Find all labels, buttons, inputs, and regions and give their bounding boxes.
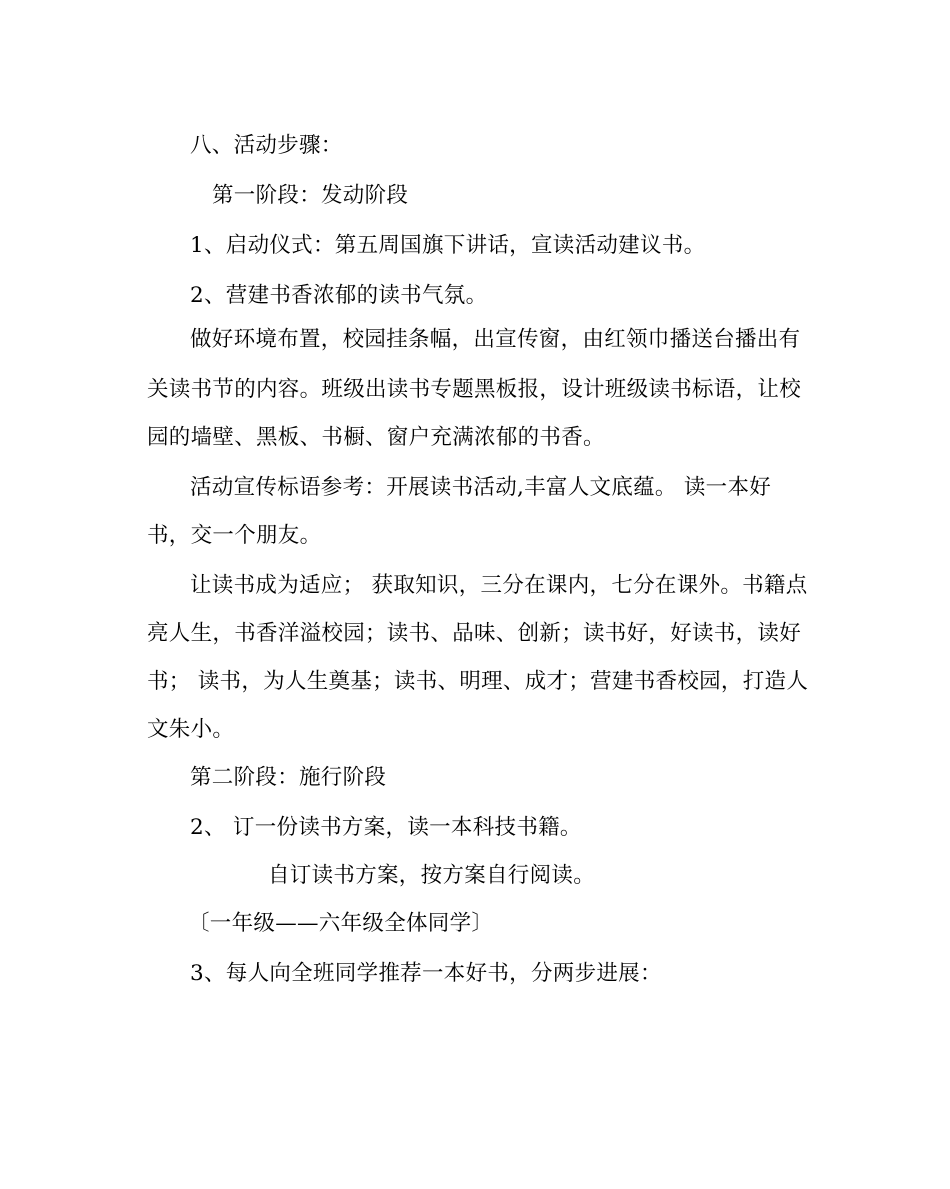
paragraph-line: 3、每人向全班同学推荐一本好书，分两步进展： xyxy=(190,961,662,986)
paragraph-line: 亮人生，书香洋溢校园；读书、品味、创新；读书好，好读书，读好 xyxy=(147,621,802,646)
paragraph-line: 园的墙壁、黑板、书橱、窗户充满浓郁的书香。 xyxy=(147,425,605,450)
paragraph-line: 关读书节的内容。班级出读书专题黑板报，设计班级读书标语，让校 xyxy=(147,377,802,402)
paragraph-line: 1、启动仪式：第五周国旗下讲话，宣读活动建议书。 xyxy=(190,233,706,258)
paragraph-line: 书，交一个朋友。 xyxy=(147,523,322,548)
paragraph-line: 活动宣传标语参考：开展读书活动,丰富人文底蕴。 读一本好 xyxy=(190,475,772,500)
section-heading: 八、活动步骤： xyxy=(190,133,343,158)
stage-one-heading: 第一阶段：发动阶段 xyxy=(212,183,409,208)
paragraph-line: 书； 读书，为人生奠基；读书、明理、成才；营建书香校园，打造人 xyxy=(147,669,809,694)
paragraph-line: 2、营建书香浓郁的读书气氛。 xyxy=(190,283,488,308)
paragraph-line: 文朱小。 xyxy=(147,717,235,742)
paragraph-line: 做好环境布置，校园挂条幅，出宣传窗，由红领巾播送台播出有 xyxy=(190,327,801,352)
paragraph-line: 让读书成为适应； 获取知识，三分在课内，七分在课外。书籍点 xyxy=(190,573,808,598)
stage-two-heading: 第二阶段：施行阶段 xyxy=(190,765,387,790)
paragraph-line: 〔一年级——六年级全体同学〕 xyxy=(188,911,494,936)
paragraph-line: 2、 订一份读书方案，读一本科技书籍。 xyxy=(190,815,582,840)
paragraph-line: 自订读书方案，按方案自行阅读。 xyxy=(268,863,596,888)
